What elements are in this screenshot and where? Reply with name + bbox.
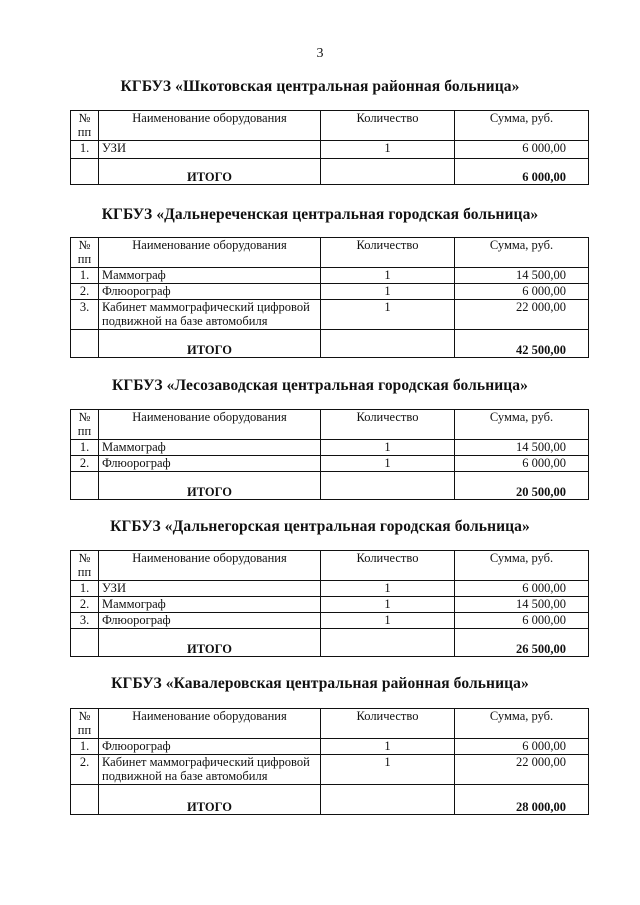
header-num: № пп xyxy=(71,238,99,268)
header-name: Наименование оборудования xyxy=(99,410,321,440)
section-dalnegorskaya xyxy=(0,518,640,536)
row-qty: 1 xyxy=(321,597,455,613)
table-row xyxy=(71,755,589,785)
table-header-row xyxy=(71,551,589,581)
table-row xyxy=(71,268,589,284)
header-num: № пп xyxy=(71,111,99,141)
header-num: № пп xyxy=(71,551,99,581)
header-sum: Сумма, руб. xyxy=(455,709,589,739)
section-title: КГБУЗ «Шкотовская центральная районная больница» xyxy=(120,78,520,95)
equipment-table xyxy=(70,550,589,657)
table-row xyxy=(71,739,589,755)
header-sum: Сумма, руб. xyxy=(455,410,589,440)
total-row xyxy=(71,159,589,185)
equipment-table xyxy=(70,110,589,185)
total-label: ИТОГО xyxy=(99,159,321,185)
table-row xyxy=(71,456,589,472)
header-name: Наименование оборудования xyxy=(99,709,321,739)
row-qty: 1 xyxy=(321,613,455,629)
row-qty: 1 xyxy=(321,581,455,597)
row-num: 2. xyxy=(71,597,99,613)
equipment-table xyxy=(70,409,589,500)
row-qty: 1 xyxy=(321,456,455,472)
header-num: № пп xyxy=(71,410,99,440)
header-name: Наименование оборудования xyxy=(99,238,321,268)
total-sum: 20 500,00 xyxy=(455,472,589,500)
header-name: Наименование оборудования xyxy=(99,551,321,581)
row-name: УЗИ xyxy=(99,141,321,159)
table-header-row xyxy=(71,410,589,440)
equipment-table xyxy=(70,708,589,815)
total-label: ИТОГО xyxy=(99,785,321,815)
row-num: 2. xyxy=(71,284,99,300)
total-row xyxy=(71,629,589,657)
total-label: ИТОГО xyxy=(99,472,321,500)
section-shkotovskaya xyxy=(0,78,640,96)
row-sum: 6 000,00 xyxy=(455,456,589,472)
table-header-row xyxy=(71,709,589,739)
table-header-row xyxy=(71,111,589,141)
row-sum: 14 500,00 xyxy=(455,440,589,456)
total-row xyxy=(71,785,589,815)
table-header-row xyxy=(71,238,589,268)
row-name: Кабинет маммографический цифровой подвижной на базе автомобиля xyxy=(99,755,321,785)
row-num: 1. xyxy=(71,739,99,755)
row-num: 2. xyxy=(71,755,99,785)
row-qty: 1 xyxy=(321,141,455,159)
row-num: 3. xyxy=(71,300,99,330)
row-qty: 1 xyxy=(321,284,455,300)
row-name: Флюорограф xyxy=(99,456,321,472)
row-sum: 6 000,00 xyxy=(455,739,589,755)
section-title: КГБУЗ «Дальнегорская центральная городская больница» xyxy=(110,518,530,535)
row-qty: 1 xyxy=(321,268,455,284)
section-dalnerechenskaya xyxy=(0,206,640,224)
row-name: Флюорограф xyxy=(99,739,321,755)
row-name: Кабинет маммографический цифровой подвижной на базе автомобиля xyxy=(99,300,321,330)
section-lesozavodskaya xyxy=(0,377,640,395)
total-label: ИТОГО xyxy=(99,330,321,358)
row-sum: 14 500,00 xyxy=(455,268,589,284)
row-qty: 1 xyxy=(321,300,455,330)
total-label: ИТОГО xyxy=(99,629,321,657)
total-sum: 42 500,00 xyxy=(455,330,589,358)
table-row xyxy=(71,284,589,300)
row-name: УЗИ xyxy=(99,581,321,597)
row-sum: 6 000,00 xyxy=(455,284,589,300)
row-num: 2. xyxy=(71,456,99,472)
table-row xyxy=(71,581,589,597)
total-sum: 28 000,00 xyxy=(455,785,589,815)
table-row xyxy=(71,597,589,613)
header-sum: Сумма, руб. xyxy=(455,238,589,268)
table-row xyxy=(71,141,589,159)
row-num: 1. xyxy=(71,440,99,456)
row-qty: 1 xyxy=(321,755,455,785)
row-sum: 22 000,00 xyxy=(455,755,589,785)
row-name: Маммограф xyxy=(99,440,321,456)
header-num: № пп xyxy=(71,709,99,739)
equipment-table xyxy=(70,237,589,358)
header-qty: Количество xyxy=(321,709,455,739)
row-sum: 14 500,00 xyxy=(455,597,589,613)
row-num: 1. xyxy=(71,581,99,597)
row-sum: 6 000,00 xyxy=(455,141,589,159)
row-sum: 6 000,00 xyxy=(455,613,589,629)
table-row xyxy=(71,613,589,629)
row-name: Маммограф xyxy=(99,268,321,284)
page-number: 3 xyxy=(316,46,324,61)
row-sum: 6 000,00 xyxy=(455,581,589,597)
header-sum: Сумма, руб. xyxy=(455,111,589,141)
row-name: Флюорограф xyxy=(99,284,321,300)
header-name: Наименование оборудования xyxy=(99,111,321,141)
section-title: КГБУЗ «Дальнереченская центральная городская больница» xyxy=(101,206,539,223)
total-sum: 6 000,00 xyxy=(455,159,589,185)
section-kavalerovskaya xyxy=(0,675,640,693)
row-num: 1. xyxy=(71,141,99,159)
row-qty: 1 xyxy=(321,440,455,456)
row-sum: 22 000,00 xyxy=(455,300,589,330)
header-qty: Количество xyxy=(321,111,455,141)
row-qty: 1 xyxy=(321,739,455,755)
row-name: Флюорограф xyxy=(99,613,321,629)
section-title: КГБУЗ «Кавалеровская центральная районная больница» xyxy=(111,675,529,692)
row-name: Маммограф xyxy=(99,597,321,613)
total-row xyxy=(71,472,589,500)
header-sum: Сумма, руб. xyxy=(455,551,589,581)
table-row xyxy=(71,440,589,456)
table-row xyxy=(71,300,589,330)
header-qty: Количество xyxy=(321,238,455,268)
total-sum: 26 500,00 xyxy=(455,629,589,657)
row-num: 3. xyxy=(71,613,99,629)
row-num: 1. xyxy=(71,268,99,284)
header-qty: Количество xyxy=(321,551,455,581)
total-row xyxy=(71,330,589,358)
section-title: КГБУЗ «Лесозаводская центральная городская больница» xyxy=(111,377,528,394)
header-qty: Количество xyxy=(321,410,455,440)
